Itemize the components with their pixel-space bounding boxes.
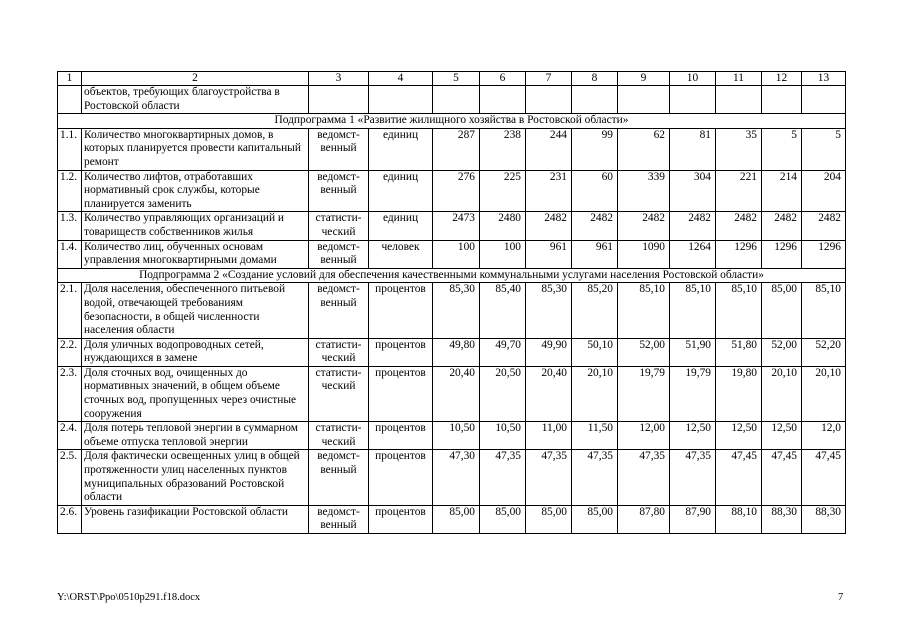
row-number: 1.2. [58, 170, 82, 212]
indicator-value: 85,40 [480, 283, 526, 338]
table-row [58, 86, 846, 114]
indicator-value: 231 [526, 170, 572, 212]
column-number-header: 9 [618, 72, 670, 86]
indicator-value: 85,00 [572, 505, 618, 533]
indicator-value: 62 [618, 128, 670, 170]
indicator-name: Доля населения, обеспеченного питьевой водой, отвечающей требованиям безопасности, в общей численности населения области [82, 283, 309, 338]
row-number [58, 86, 82, 114]
data-source [309, 86, 369, 114]
indicator-value: 11,50 [572, 422, 618, 450]
indicator-value: 20,10 [762, 366, 802, 421]
indicator-value: 49,70 [480, 338, 526, 366]
table-row [58, 338, 846, 366]
indicator-value: 87,80 [618, 505, 670, 533]
indicator-name: Доля сточных вод, очищенных до нормативных значений, в общем объеме сточных вод, пропущенных через очистные сооружения [82, 366, 309, 421]
indicator-value: 2482 [716, 212, 762, 240]
indicator-value: 50,10 [572, 338, 618, 366]
column-number-header: 7 [526, 72, 572, 86]
unit-of-measure: процентов [369, 450, 433, 505]
indicator-name: Количество многоквартирных домов, в которых планируется провести капитальный ремонт [82, 128, 309, 170]
indicator-value: 12,50 [762, 422, 802, 450]
indicator-value: 12,00 [618, 422, 670, 450]
indicator-value: 85,10 [618, 283, 670, 338]
indicator-value: 20,10 [802, 366, 846, 421]
indicator-value: 2473 [433, 212, 480, 240]
indicator-value: 35 [716, 128, 762, 170]
subprogram-header-row [58, 114, 846, 129]
indicator-value: 214 [762, 170, 802, 212]
table-body [58, 72, 846, 534]
column-number-header: 11 [716, 72, 762, 86]
indicator-value: 51,80 [716, 338, 762, 366]
indicator-value: 2480 [480, 212, 526, 240]
indicator-value: 12,0 [802, 422, 846, 450]
data-source: статисти-ческий [309, 338, 369, 366]
indicator-value: 87,90 [670, 505, 716, 533]
indicator-value: 47,35 [480, 450, 526, 505]
indicator-value: 2482 [618, 212, 670, 240]
indicator-value: 225 [480, 170, 526, 212]
indicator-value: 85,00 [762, 283, 802, 338]
indicator-value [618, 86, 670, 114]
indicator-value: 85,00 [480, 505, 526, 533]
indicator-value [526, 86, 572, 114]
unit-of-measure: процентов [369, 422, 433, 450]
indicator-value: 961 [526, 240, 572, 268]
table-row [58, 128, 846, 170]
table-row [58, 505, 846, 533]
indicator-value: 2482 [526, 212, 572, 240]
indicator-value: 238 [480, 128, 526, 170]
indicator-value: 100 [480, 240, 526, 268]
indicator-value: 2482 [762, 212, 802, 240]
indicator-value: 88,10 [716, 505, 762, 533]
indicator-value: 204 [802, 170, 846, 212]
row-number: 1.3. [58, 212, 82, 240]
indicator-value: 85,30 [526, 283, 572, 338]
indicator-value: 85,10 [670, 283, 716, 338]
indicator-value: 19,80 [716, 366, 762, 421]
data-source: статисти-ческий [309, 366, 369, 421]
table-row [58, 450, 846, 505]
column-number-header: 2 [82, 72, 309, 86]
indicator-value: 244 [526, 128, 572, 170]
indicator-value: 19,79 [670, 366, 716, 421]
indicator-value: 60 [572, 170, 618, 212]
indicator-name: Количество лифтов, отработавших нормативный срок службы, которые планируется заменить [82, 170, 309, 212]
indicator-value: 12,50 [716, 422, 762, 450]
unit-of-measure: единиц [369, 128, 433, 170]
indicator-value: 339 [618, 170, 670, 212]
footer-file-path: Y:\ORST\Ppo\0510p291.f18.docx [57, 592, 201, 603]
table-row [58, 212, 846, 240]
page-number: 7 [838, 592, 844, 603]
data-source: ведомст-венный [309, 128, 369, 170]
column-number-header: 1 [58, 72, 82, 86]
column-number-header: 6 [480, 72, 526, 86]
indicator-name: Доля фактически освещенных улиц в общей протяженности улиц населенных пунктов муниципальных образований Ростовской области [82, 450, 309, 505]
indicator-value: 85,10 [716, 283, 762, 338]
indicator-value: 1090 [618, 240, 670, 268]
table-row [58, 283, 846, 338]
row-number: 1.1. [58, 128, 82, 170]
data-source: ведомст-венный [309, 170, 369, 212]
indicator-value: 20,40 [433, 366, 480, 421]
indicator-value: 5 [802, 128, 846, 170]
indicator-value: 1296 [802, 240, 846, 268]
indicator-value [716, 86, 762, 114]
indicator-value: 85,00 [433, 505, 480, 533]
indicator-name: Уровень газификации Ростовской области [82, 505, 309, 533]
indicator-name: Доля уличных водопроводных сетей, нуждающихся в замене [82, 338, 309, 366]
unit-of-measure: единиц [369, 212, 433, 240]
indicator-value: 20,10 [572, 366, 618, 421]
indicator-value: 49,90 [526, 338, 572, 366]
data-source: ведомст-венный [309, 283, 369, 338]
indicator-value: 2482 [670, 212, 716, 240]
indicator-value: 52,00 [762, 338, 802, 366]
row-number: 2.2. [58, 338, 82, 366]
indicator-value: 85,20 [572, 283, 618, 338]
unit-of-measure: процентов [369, 505, 433, 533]
row-number: 2.3. [58, 366, 82, 421]
table-row [58, 170, 846, 212]
indicator-value: 10,50 [480, 422, 526, 450]
indicator-value: 20,50 [480, 366, 526, 421]
indicator-value: 47,45 [802, 450, 846, 505]
data-source: ведомст-венный [309, 240, 369, 268]
indicator-value: 85,30 [433, 283, 480, 338]
indicator-name: Количество управляющих организаций и товариществ собственников жилья [82, 212, 309, 240]
subprogram-title: Подпрограмма 2 «Создание условий для обеспечения качественными коммунальными услугами населения Ростовской области» [58, 268, 846, 283]
unit-of-measure: человек [369, 240, 433, 268]
indicator-value: 88,30 [762, 505, 802, 533]
data-source: статисти-ческий [309, 212, 369, 240]
indicator-name: объектов, требующих благоустройства в Ростовской области [82, 86, 309, 114]
indicator-value [762, 86, 802, 114]
indicator-value: 88,30 [802, 505, 846, 533]
column-number-header: 5 [433, 72, 480, 86]
table-row [58, 366, 846, 421]
indicator-value [433, 86, 480, 114]
column-number-header: 8 [572, 72, 618, 86]
indicator-value: 47,30 [433, 450, 480, 505]
table-row [58, 422, 846, 450]
indicator-value [670, 86, 716, 114]
unit-of-measure [369, 86, 433, 114]
subprogram-title: Подпрограмма 1 «Развитие жилищного хозяйства в Ростовской области» [58, 114, 846, 129]
indicator-value: 221 [716, 170, 762, 212]
indicator-value [572, 86, 618, 114]
indicator-value: 49,80 [433, 338, 480, 366]
indicator-value: 47,45 [762, 450, 802, 505]
data-source: ведомст-венный [309, 450, 369, 505]
indicator-value: 85,10 [802, 283, 846, 338]
indicator-name: Количество лиц, обученных основам управления многоквартирными домами [82, 240, 309, 268]
indicator-value: 5 [762, 128, 802, 170]
unit-of-measure: процентов [369, 338, 433, 366]
column-number-header: 13 [802, 72, 846, 86]
column-number-header: 12 [762, 72, 802, 86]
unit-of-measure: процентов [369, 366, 433, 421]
indicator-value: 52,00 [618, 338, 670, 366]
row-number: 2.5. [58, 450, 82, 505]
indicator-value: 10,50 [433, 422, 480, 450]
column-number-header: 3 [309, 72, 369, 86]
indicator-value: 81 [670, 128, 716, 170]
subprogram-header-row [58, 268, 846, 283]
indicator-value: 51,90 [670, 338, 716, 366]
indicator-value [480, 86, 526, 114]
indicator-value: 20,40 [526, 366, 572, 421]
indicator-value: 99 [572, 128, 618, 170]
indicator-value: 276 [433, 170, 480, 212]
indicator-value: 1296 [762, 240, 802, 268]
indicator-value: 287 [433, 128, 480, 170]
indicator-value: 961 [572, 240, 618, 268]
data-source: ведомст-венный [309, 505, 369, 533]
table-row [58, 240, 846, 268]
indicator-value [802, 86, 846, 114]
indicator-value: 304 [670, 170, 716, 212]
row-number: 1.4. [58, 240, 82, 268]
indicator-value: 1296 [716, 240, 762, 268]
indicator-value: 47,35 [572, 450, 618, 505]
indicator-value: 2482 [802, 212, 846, 240]
indicator-name: Доля потерь тепловой энергии в суммарном объеме отпуска тепловой энергии [82, 422, 309, 450]
indicators-table [57, 71, 846, 534]
data-source: статисти-ческий [309, 422, 369, 450]
indicator-value: 12,50 [670, 422, 716, 450]
row-number: 2.4. [58, 422, 82, 450]
indicator-value: 47,35 [618, 450, 670, 505]
indicator-value: 1264 [670, 240, 716, 268]
indicator-value: 100 [433, 240, 480, 268]
column-number-header: 4 [369, 72, 433, 86]
indicator-value: 47,35 [526, 450, 572, 505]
unit-of-measure: единиц [369, 170, 433, 212]
row-number: 2.6. [58, 505, 82, 533]
indicator-value: 85,00 [526, 505, 572, 533]
indicator-value: 47,45 [716, 450, 762, 505]
indicator-value: 2482 [572, 212, 618, 240]
indicator-value: 19,79 [618, 366, 670, 421]
column-number-header-row [58, 72, 846, 86]
column-number-header: 10 [670, 72, 716, 86]
indicator-value: 47,35 [670, 450, 716, 505]
indicator-value: 11,00 [526, 422, 572, 450]
row-number: 2.1. [58, 283, 82, 338]
unit-of-measure: процентов [369, 283, 433, 338]
indicator-value: 52,20 [802, 338, 846, 366]
